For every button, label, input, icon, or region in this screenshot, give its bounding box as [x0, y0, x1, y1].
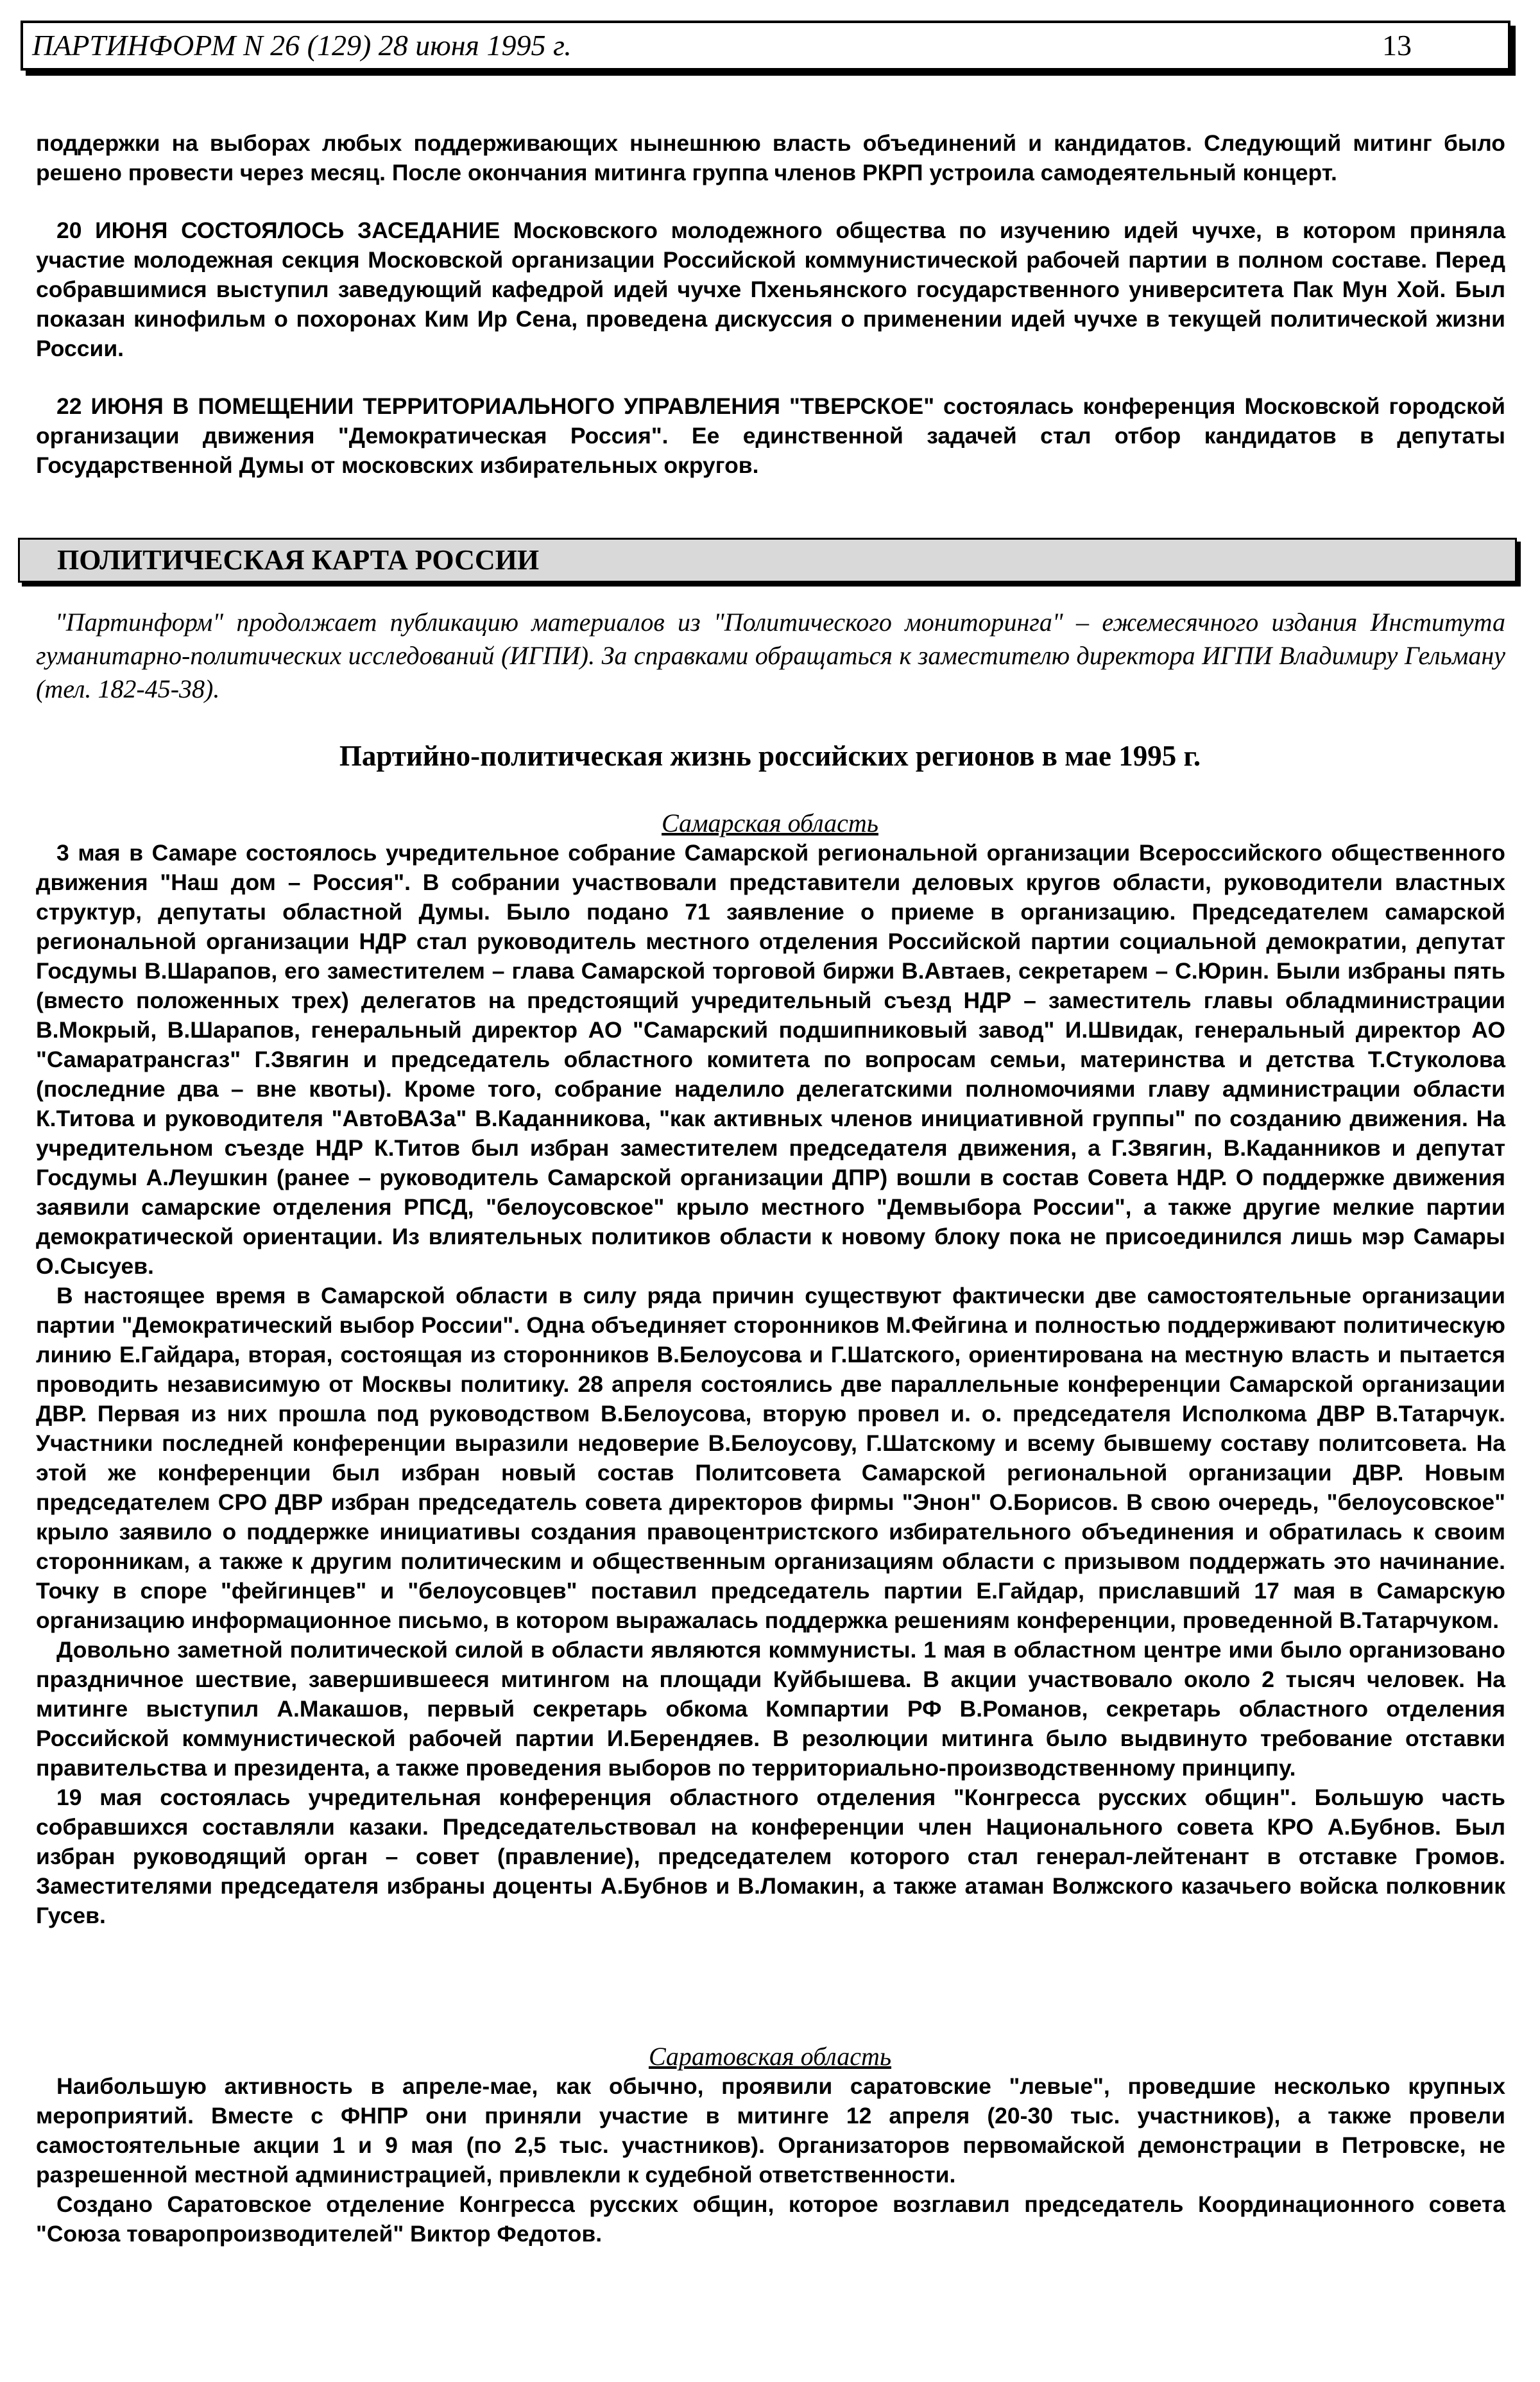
section-heading-bar	[18, 538, 1517, 583]
paragraph-demrossiya-conference: 22 ИЮНЯ В ПОМЕЩЕНИИ ТЕРРИТОРИАЛЬНОГО УПРАВЛЕНИЯ "ТВЕРСКОЕ" состоялась конференция Московской городской организации движения "Демократическая Россия". Ее единственной задачей стал отбор кандидатов в депутаты Государственной Думы от московских избирательных округов.	[36, 393, 1505, 478]
paragraph-samara-ndr: 3 мая в Самаре состоялось учредительное собрание Самарской региональной организации Всероссийского общественного движения "Наш дом – Россия". В собрании участвовали представители деловых кругов области, руководители властных структур, депутаты областной Думы. Было подано 71 заявление о приеме в организацию. Председателем самарской региональной организации НДР стал руководитель местного отделения Российской партии социальной демократии, депутат Госдумы В.Шарапов, его заместителем – глава Самарской торговой биржи В.Автаев, секретарем – С.Юрин. Были избраны пять (вместо положенных трех) делегатов на предстоящий учредительный съезд НДР – заместитель главы обладминистрации В.Мокрый, В.Шарапов, генеральный директор АО "Самарский подшипниковый завод" И.Швидак, генеральный директор АО "Самаратрансгаз" Г.Звягин и председатель областного комитета по вопросам семьи, материнства и детства Т.Стуколова (последние два – вне квоты). Кроме того, собрание наделило делегатскими полномочиями главу администрации области К.Титова и руководителя "АвтоВАЗа" В.Каданникова, "как активных членов инициативной группы" по созданию движения. На учредительном съезде НДР К.Титов был избран заместителем председателя движения, а Г.Звягин, В.Каданников и депутат Госдумы А.Леушкин (ранее – руководитель Самарской организации ДПР) вошли в состав Совета НДР. О поддержке движения заявили самарские отделения РПСД, "белоусовское" крыло местного "Демвыбора России", а также другие мелкие партии демократической ориентации. Из влиятельных политиков области к новому блоку пока не присоединился лишь мэр Самары О.Сысуев.	[36, 840, 1505, 1279]
paragraph-juche-meeting: 20 ИЮНЯ СОСТОЯЛОСЬ ЗАСЕДАНИЕ Московского молодежного общества по изучению идей чучхе, в котором приняла участие молодежная секция Московской организации Российской коммунистической рабочей партии в полном составе. Перед собравшимися выступил заведующий кафедрой идей чучхе Пхеньянского государственного университета Пак Мун Хой. Был показан кинофильм о похоронах Ким Ир Сена, проведена дискуссия о применении идей чучхе в текущей политической жизни России.	[36, 218, 1505, 361]
section-intro	[36, 606, 1505, 706]
page-header	[21, 21, 1510, 71]
paragraph-samara-communists: Довольно заметной политической силой в области являются коммунисты. 1 мая в областном центре ими было организовано праздничное шествие, завершившееся митингом на площади Куйбышева. В акции участвовало около 2 тысяч человек. На митинге выступил А.Макашов, первый секретарь обкома Компартии РФ В.Романов, секретарь областного отделения Российской коммунистической рабочей партии И.Берендяев. В резолюции митинга было выдвинуто требование отставки правительства и президента, а также проведения выборов по территориально-производственному принципу.	[36, 1637, 1505, 1781]
page-number: 13	[1382, 29, 1412, 62]
paragraph-samara-dvr: В настоящее время в Самарской области в силу ряда причин существуют фактически две самостоятельные организации партии "Демократический выбор России". Одна объединяет сторонников М.Фейгина и полностью поддерживают политическую линию Е.Гайдара, вторая, состоящая из сторонников В.Белоусова и Г.Шатского, ориентирована на местную власть и пытается проводить независимую от Москвы политику. 28 апреля состоялись две параллельные конференции Самарской организации ДВР. Первая из них прошла под руководством В.Белоусова, вторую провел и. о. председателя Исполкома ДВР В.Татарчук. Участники последней конференции выразили недоверие В.Белоусову, Г.Шатскому и всему бывшему составу политсовета. На этой же конференции был избран новый состав Политсовета Самарской региональной организации ДВР. Новым председателем СРО ДВР избран председатель совета директоров фирмы "Энон" О.Борисов. В свою очередь, "белоусовское" крыло заявило о поддержке инициативы создания правоцентристского избирательного объединения и обратилась к своим сторонникам, а также к другим политическим и общественным организациям области с призывом поддержать это начинание. Точку в споре "фейгинцев" и "белоусовцев" поставил председатель партии Е.Гайдар, приславший 17 мая в Самарскую организацию информационное письмо, в котором выражалась поддержка решениям конференции, проведенной В.Татарчуком.	[36, 1283, 1505, 1633]
section-title: ПОЛИТИЧЕСКАЯ КАРТА РОССИИ	[57, 544, 540, 576]
region-title-samara: Самарская область	[662, 809, 878, 837]
samara-text-block	[36, 838, 1505, 1930]
paragraph-saratov-left: Наибольшую активность в апреле-мае, как обычно, проявили саратовские "левые", проведшие несколько крупных мероприятий. Вместе с ФНПР они приняли участие в митинге 12 апреля (20-30 тыс. участников), а также провели самостоятельные акции 1 и 9 мая (по 2,5 тыс. участников). Организаторов первомайской демонстрации в Петровске, не разрешенной местной администрацией, привлекли к судебной ответственности.	[36, 2073, 1505, 2188]
publication-line: ПАРТИНФОРМ N 26 (129) 28 июня 1995 г.	[32, 29, 572, 62]
paragraph-saratov-kro: Создано Саратовское отделение Конгресса русских общин, которое возглавил председатель Координационного совета "Союза товаропроизводителей" Виктор Федотов.	[36, 2191, 1505, 2247]
saratov-text-block	[36, 2071, 1505, 2249]
region-title-saratov: Саратовская область	[648, 2042, 892, 2071]
article-title: Партийно-политическая жизнь российских регионов в мае 1995 г.	[339, 740, 1201, 772]
paragraph-samara-kro: 19 мая состоялась учредительная конференция областного отделения "Конгресса русских общин". Большую часть собравшихся составляли казаки. Председательствовал на конференции член Национального совета КРО А.Бубнов. Был избран руководящий орган – совет (правление), председателем которого стал генерал-лейтенант в отставке Громов. Заместителями председателя избраны доценты А.Бубнов и В.Ломакин, а также атаман Волжского казачьего войска полковник Гусев.	[36, 1785, 1505, 1928]
paragraph-continuation: поддержки на выборах любых поддерживающих нынешнюю власть объединений и кандидатов. Следующий митинг было решено провести через месяц. После окончания митинга группа членов РКРП устроила самодеятельный концерт.	[36, 130, 1505, 185]
section-intro-text: "Партинформ" продолжает публикацию материалов из "Политического мониторинга" – ежемесячного издания Института гуманитарно-политических исследований (ИГПИ). За справками обращаться к заместителю директора ИГПИ Владимиру Гельману (тел. 182-45-38).	[36, 608, 1505, 703]
top-text-block	[36, 128, 1505, 480]
